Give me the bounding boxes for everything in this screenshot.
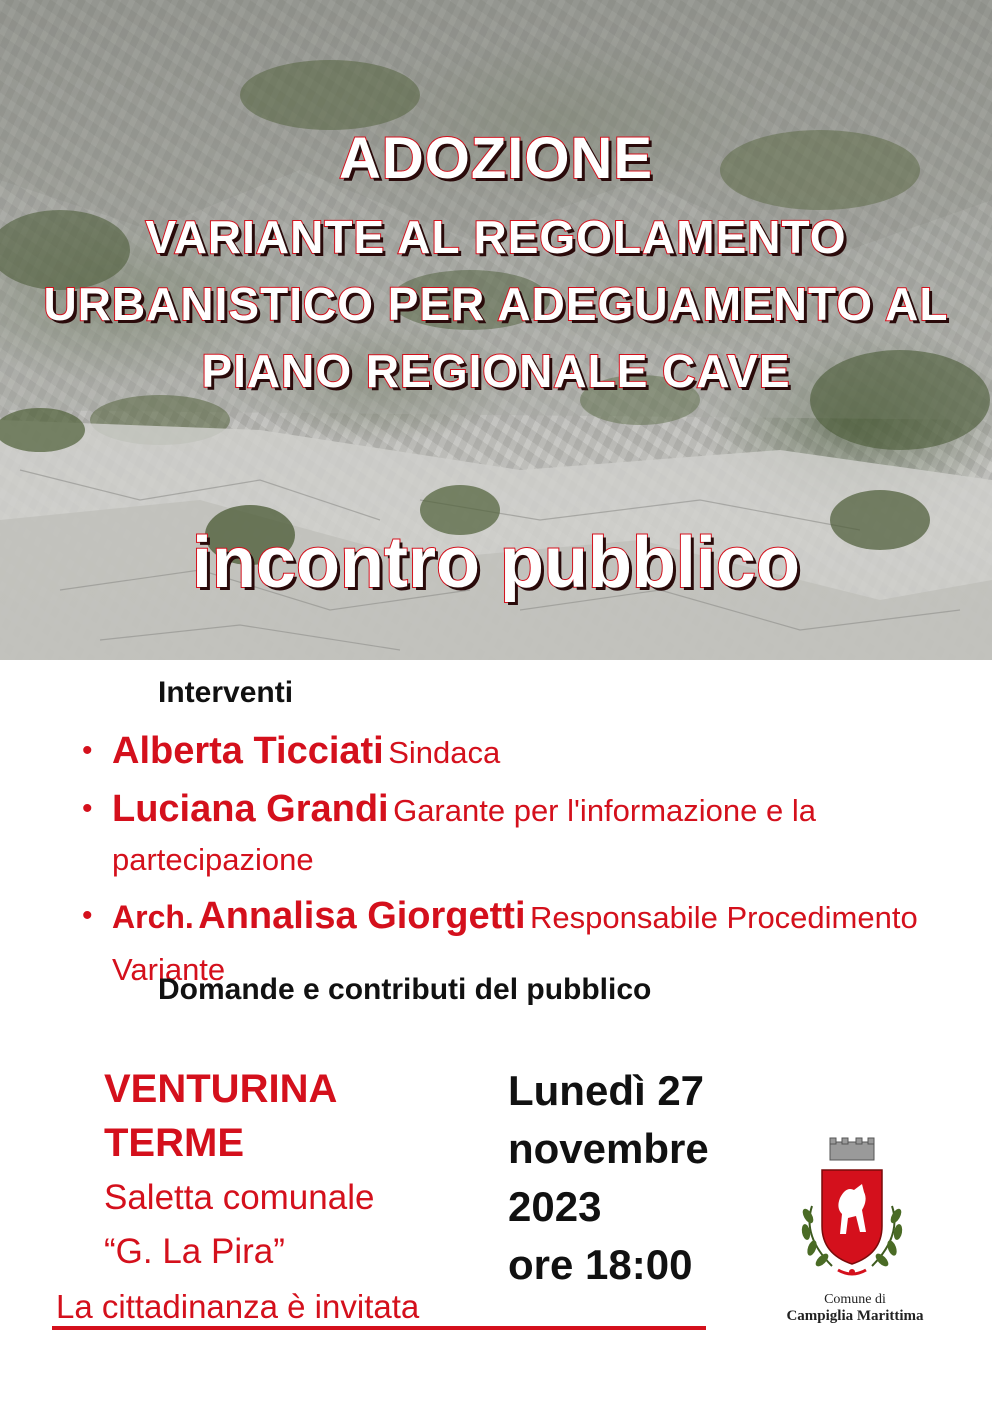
speaker-list bbox=[80, 728, 960, 1003]
date-block bbox=[508, 1062, 768, 1294]
speaker-item bbox=[80, 728, 960, 782]
invitation-underline bbox=[52, 1326, 706, 1330]
logo-caption-line2: Campiglia Marittima bbox=[786, 1308, 924, 1324]
speaker-role: Responsabile Procedimento Variante bbox=[112, 900, 918, 987]
venue-block bbox=[104, 1062, 424, 1278]
hero-photo bbox=[0, 0, 992, 660]
venue-city: VENTURINA TERME bbox=[104, 1067, 336, 1165]
date-year: 2023 bbox=[508, 1183, 602, 1230]
venue-hall-line1: Saletta comunale bbox=[104, 1178, 375, 1217]
bullet-icon: • bbox=[82, 792, 93, 825]
title-variante: VARIANTE AL REGOLAMENTO URBANISTICO PER ADEGUAMENTO AL PIANO REGIONALE CAVE bbox=[43, 211, 949, 397]
speaker-role: Garante per l'informazione e la partecipazione bbox=[112, 793, 816, 877]
venue-hall-line2: “G. La Pira” bbox=[104, 1232, 285, 1271]
speaker-prefix: Arch. bbox=[112, 899, 194, 935]
date-month: novembre bbox=[508, 1125, 709, 1172]
speaker-item bbox=[80, 786, 960, 889]
closing-label: Domande e contributi del pubblico bbox=[158, 973, 652, 1006]
speaker-role: Sindaca bbox=[388, 735, 501, 770]
interventi-label: Interventi bbox=[158, 676, 294, 709]
logo-caption-line1: Comune di bbox=[824, 1292, 886, 1307]
title-adozione: ADOZIONE bbox=[338, 126, 654, 191]
date-day: Lunedì 27 bbox=[508, 1067, 705, 1114]
coat-of-arms-icon bbox=[782, 1136, 922, 1286]
speaker-name: Annalisa Giorgetti bbox=[198, 895, 526, 937]
bullet-icon: • bbox=[82, 734, 93, 767]
bullet-icon: • bbox=[82, 899, 93, 932]
subtitle-incontro-pubblico: incontro pubblico bbox=[192, 523, 800, 603]
logo-caption bbox=[760, 1292, 950, 1325]
speaker-name: Alberta Ticciati bbox=[112, 730, 384, 772]
speaker-name: Luciana Grandi bbox=[112, 788, 389, 830]
date-time: ore 18:00 bbox=[508, 1241, 693, 1288]
invitation-text: La cittadinanza è invitata bbox=[56, 1288, 420, 1325]
